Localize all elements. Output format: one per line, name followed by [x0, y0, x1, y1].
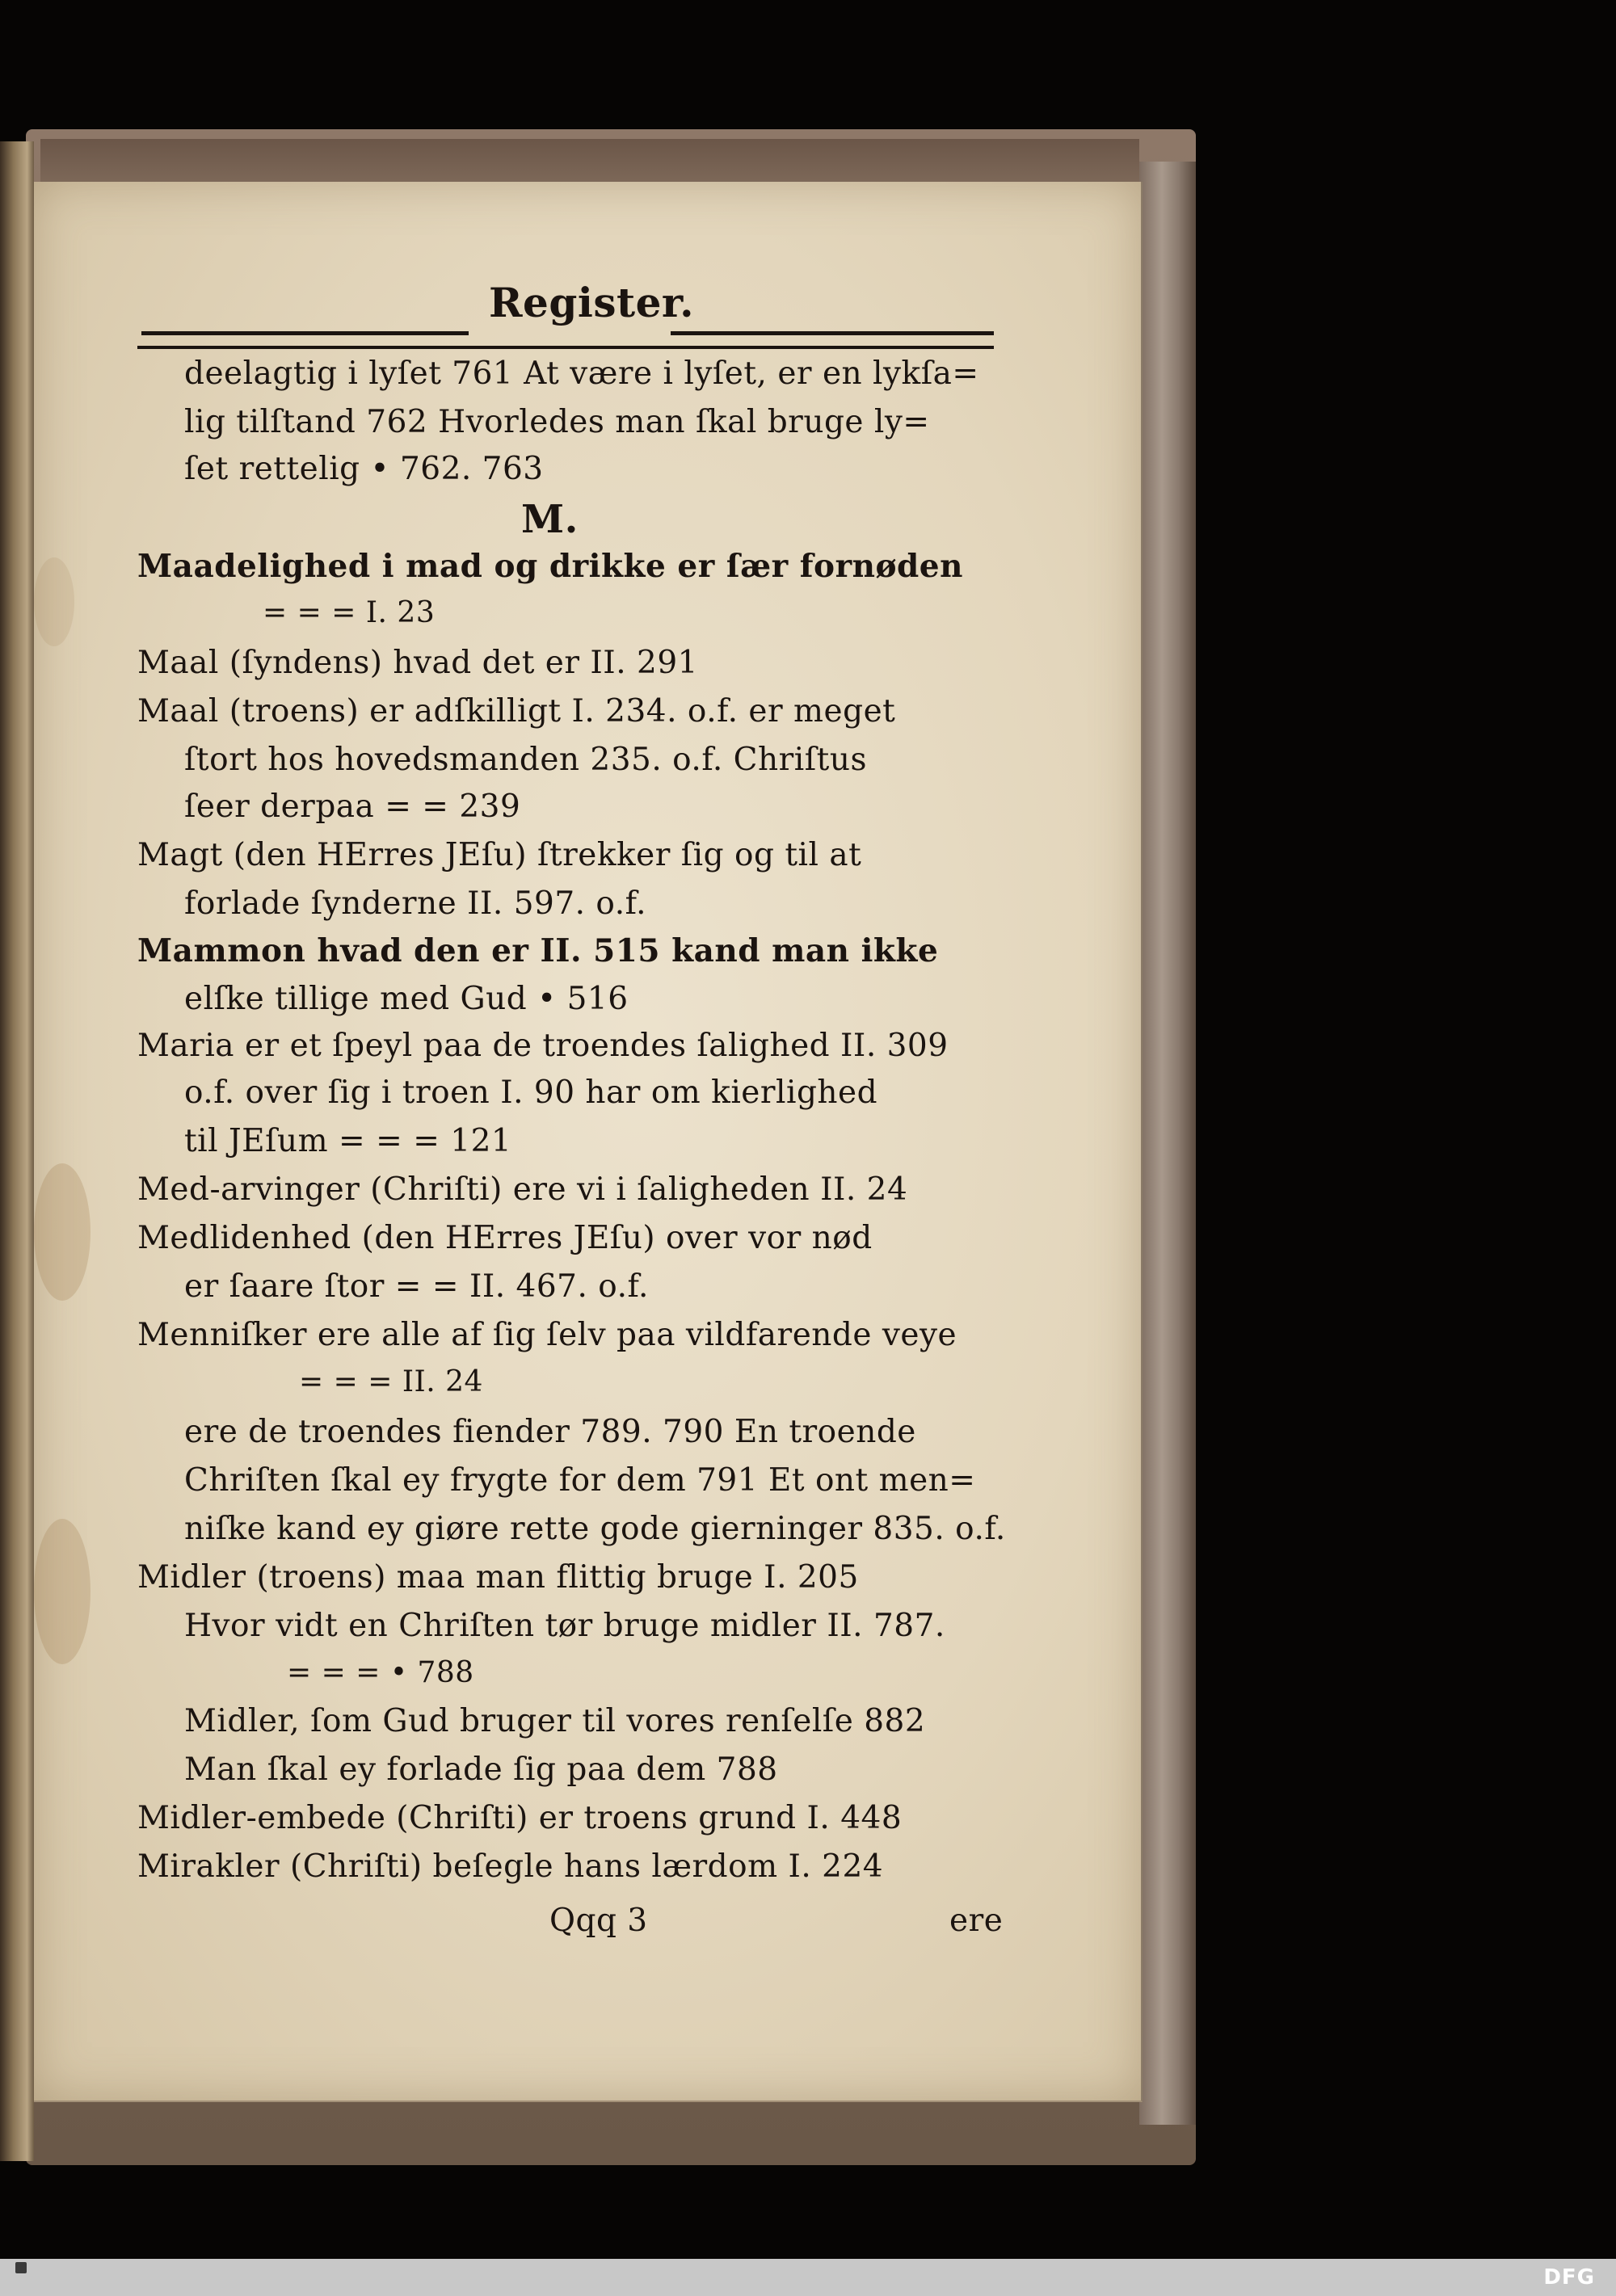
water-stain	[34, 1163, 90, 1301]
index-entry-heading: Maadelighed i mad og drikke er ſær fornøden	[137, 548, 963, 585]
index-line: Man ſkal ey forlade ſig paa dem 788	[184, 1751, 778, 1788]
index-line: = = = I. 23	[263, 596, 436, 629]
catchword: ere	[949, 1903, 1004, 1939]
index-line: til JEſum = = = 121	[184, 1123, 512, 1159]
index-line: Hvor vidt en Chriſten tør bruge midler II. 787.	[184, 1608, 945, 1644]
signature-mark: Qqq 3	[549, 1903, 648, 1939]
index-entry-heading: Maal (troens) er adſkilligt I. 234. o.f. er meget	[137, 693, 896, 730]
index-entry-heading: Mammon hvad den er II. 515 kand man ikke	[137, 932, 939, 969]
dfg-logo: DFG	[1543, 2265, 1595, 2290]
index-line: elſke tillige med Gud • 516	[184, 981, 629, 1017]
index-line: forlade ſynderne II. 597. o.f.	[184, 885, 647, 922]
index-entry-heading: Medlidenhed (den HErres JEſu) over vor nød	[137, 1220, 873, 1256]
index-line: o.f. over ſig i troen I. 90 har om kierlighed	[184, 1074, 878, 1111]
library-logo-icon	[11, 2262, 31, 2291]
index-entry-heading: Midler (troens) maa man flittig bruge I. 205	[137, 1559, 859, 1596]
index-line: Midler, ſom Gud bruger til vores renſelſe 882	[184, 1703, 926, 1739]
index-line: niſke kand ey giøre rette gode gierninger 835. o.f.	[184, 1511, 1006, 1547]
left-page-edge	[0, 141, 34, 2161]
index-entry-heading: Maal (ſyndens) hvad det er II. 291	[137, 645, 698, 681]
header-rule-full	[137, 346, 994, 349]
index-line: ere de troendes fiender 789. 790 En troende	[184, 1414, 916, 1450]
index-line: ſtort hos hovedsmanden 235. o.f. Chriſtus	[184, 742, 867, 778]
water-stain	[34, 1519, 90, 1664]
header-rule-right	[671, 331, 994, 335]
book-fore-edge	[1139, 162, 1196, 2125]
index-line: lig tilſtand 762 Hvorledes man ſkal bruge ly=	[184, 404, 930, 440]
index-entry-heading: Mirakler (Chriſti) beſegle hans lærdom I. 224	[137, 1848, 884, 1885]
index-line: = = = II. 24	[299, 1365, 483, 1398]
index-entry-heading: Magt (den HErres JEſu) ſtrekker ſig og til at	[137, 837, 862, 873]
index-line: deelagtig i lyſet 761 At være i lyſet, er en lykſa=	[184, 355, 979, 392]
running-title: Register.	[489, 279, 695, 326]
index-line: er ſaare ſtor = = II. 467. o.f.	[184, 1268, 649, 1305]
index-line: ſeer derpaa = = 239	[184, 788, 521, 825]
index-line: = = = • 788	[287, 1656, 474, 1689]
index-entry-heading: Menniſker ere alle af ſig ſelv paa vildfarende veye	[137, 1317, 957, 1353]
index-entry-heading: Maria er et ſpeyl paa de troendes ſalighed II. 309	[137, 1028, 949, 1064]
index-line: ſet rettelig • 762. 763	[184, 451, 544, 487]
index-entry-heading: Med-arvinger (Chriſti) ere vi i ſaligheden II. 24	[137, 1171, 908, 1208]
index-line: Chriſten ſkal ey frygte for dem 791 Et ont men=	[184, 1462, 976, 1499]
section-letter: M.	[521, 497, 579, 542]
water-stain	[34, 557, 74, 646]
index-entry-heading: Midler-embede (Chriſti) er troens grund I. 448	[137, 1800, 903, 1836]
viewer-footer-bar	[0, 2259, 1616, 2296]
header-rule-left	[141, 331, 469, 335]
book-top-edge	[40, 139, 1139, 187]
